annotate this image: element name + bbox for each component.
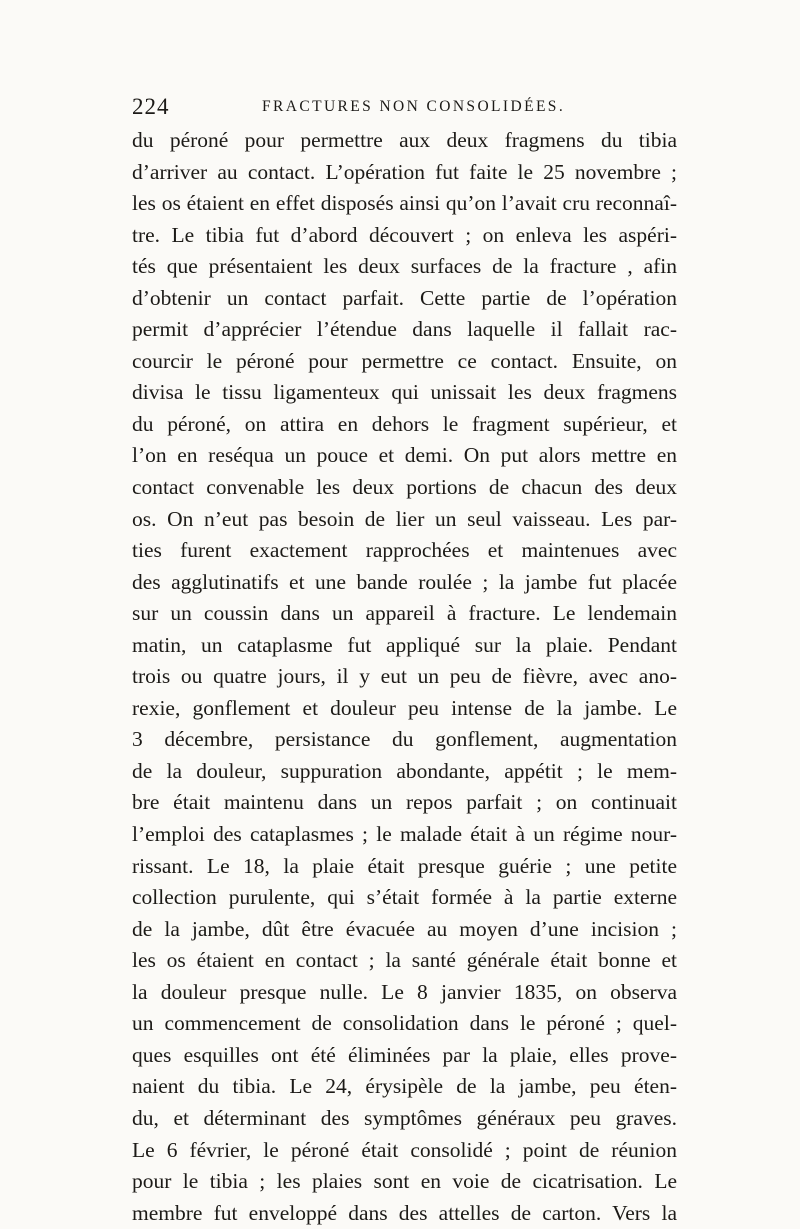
text-line: un commencement de consolidation dans le péroné ; quel- xyxy=(132,1011,677,1036)
text-line: rexie, gonflement et douleur peu intense de la jambe. Le xyxy=(132,695,677,720)
text-line: tés que présentaient les deux surfaces de la fracture , afin xyxy=(132,254,677,279)
text-line: de la douleur, suppuration abondante, appétit ; le mem- xyxy=(132,758,677,783)
text-line: rissant. Le 18, la plaie était presque guérie ; une petite xyxy=(132,853,677,878)
text-line: l’emploi des cataplasmes ; le malade était à un régime nour- xyxy=(132,822,677,847)
text-line: d’obtenir un contact parfait. Cette partie de l’opération xyxy=(132,285,677,310)
text-line: naient du tibia. Le 24, érysipèle de la jambe, peu éten- xyxy=(132,1074,677,1099)
body-text xyxy=(132,125,677,1229)
text-line: des agglutinatifs et une bande roulée ; la jambe fut placée xyxy=(132,569,677,594)
text-line: les os étaient en contact ; la santé générale était bonne et xyxy=(132,948,677,973)
text-line: 3 décembre, persistance du gonflement, augmentation xyxy=(132,727,677,752)
text-line: de la jambe, dût être évacuée au moyen d’une incision ; xyxy=(132,916,677,941)
text-line: divisa le tissu ligamenteux qui unissait les deux fragmens xyxy=(132,380,677,405)
page-number: 224 xyxy=(132,94,170,119)
text-line: courcir le péroné pour permettre ce contact. Ensuite, on xyxy=(132,348,677,373)
text-line: ties furent exactement rapprochées et maintenues avec xyxy=(132,538,677,563)
text-line: Le 6 février, le péroné était consolidé ; point de réunion xyxy=(132,1137,677,1162)
text-line: matin, un cataplasme fut appliqué sur la plaie. Pendant xyxy=(132,632,677,657)
text-line: la douleur presque nulle. Le 8 janvier 1835, on observa xyxy=(132,979,677,1004)
running-head: FRACTURES NON CONSOLIDÉES. xyxy=(262,98,566,115)
text-line: pour le tibia ; les plaies sont en voie de cicatrisation. Le xyxy=(132,1169,677,1194)
text-line: du péroné, on attira en dehors le fragment supérieur, et xyxy=(132,411,677,436)
text-line: du, et déterminant des symptômes généraux peu graves. xyxy=(132,1105,677,1130)
text-line: collection purulente, qui s’était formée à la partie externe xyxy=(132,885,677,910)
text-line: tre. Le tibia fut d’abord découvert ; on enleva les aspéri- xyxy=(132,222,677,247)
text-line: os. On n’eut pas besoin de lier un seul vaisseau. Les par- xyxy=(132,506,677,531)
text-line: membre fut enveloppé dans des attelles de carton. Vers la xyxy=(132,1200,677,1225)
text-line: contact convenable les deux portions de chacun des deux xyxy=(132,475,677,500)
text-line: du péroné pour permettre aux deux fragmens du tibia xyxy=(132,128,677,152)
text-line: d’arriver au contact. L’opération fut faite le 25 novembre ; xyxy=(132,159,677,184)
page-header xyxy=(132,94,677,124)
text-line: bre était maintenu dans un repos parfait ; on continuait xyxy=(132,790,677,815)
text-line: les os étaient en effet disposés ainsi qu’on l’avait cru reconnaî- xyxy=(132,191,677,216)
text-line: sur un coussin dans un appareil à fracture. Le lendemain xyxy=(132,601,677,626)
text-line: ques esquilles ont été éliminées par la plaie, elles prove- xyxy=(132,1042,677,1067)
text-line: trois ou quatre jours, il y eut un peu de fièvre, avec ano- xyxy=(132,664,677,689)
text-line: permit d’apprécier l’étendue dans laquelle il fallait rac- xyxy=(132,317,677,342)
text-line: l’on en reséqua un pouce et demi. On put alors mettre en xyxy=(132,443,677,468)
